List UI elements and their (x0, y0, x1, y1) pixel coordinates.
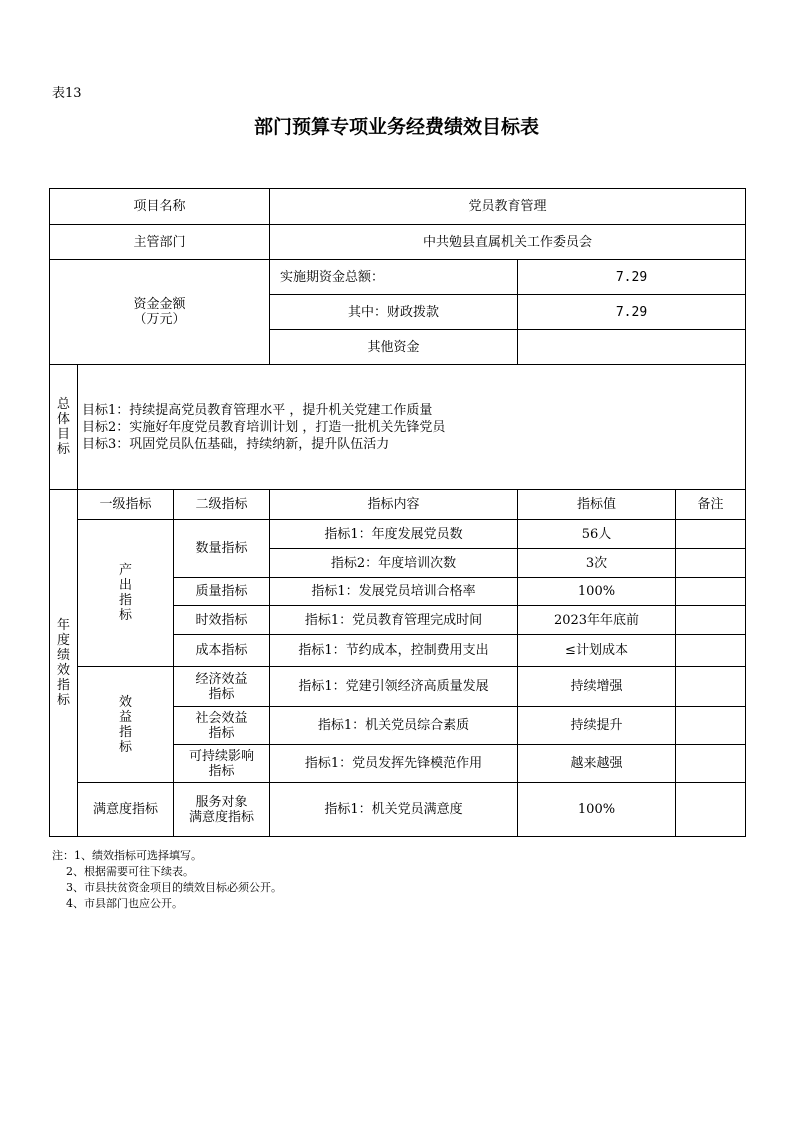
annual-label-char: 效 (56, 663, 70, 678)
header-value: 指标值 (518, 490, 676, 520)
economic-indicator-label (174, 667, 270, 707)
benefit-label-char: 益 (118, 709, 132, 725)
annual-label-char: 标 (56, 693, 70, 708)
indicator-remark (676, 578, 746, 606)
output-label-char: 指 (118, 593, 132, 608)
indicator-remark (676, 520, 746, 549)
timeliness-indicator-label: 时效指标 (174, 606, 270, 635)
indicator-value: 100% (518, 783, 676, 837)
indicator-content: 指标1：年度发展党员数 (270, 520, 518, 549)
project-name-row (50, 189, 746, 225)
indicator-content: 指标2：年度培训次数 (270, 549, 518, 578)
annual-header-row (50, 490, 746, 520)
overall-goal-label (50, 365, 78, 490)
funds-other-value (518, 330, 746, 365)
economic-label-line2: 指标 (208, 686, 235, 702)
indicator-remark (676, 783, 746, 837)
cost-indicator-label: 成本指标 (174, 635, 270, 667)
annual-label-char: 年 (56, 618, 70, 633)
indicator-remark (676, 707, 746, 745)
social-label-line1: 社会效益 (195, 710, 248, 726)
indicator-content: 指标1：党建引领经济高质量发展 (270, 667, 518, 707)
header-content: 指标内容 (270, 490, 518, 520)
funds-other-label: 其他资金 (270, 330, 518, 365)
funds-total-label: 实施期资金总额： (270, 260, 518, 295)
social-label-line2: 指标 (208, 725, 235, 741)
sustain-label-line2: 指标 (208, 763, 235, 779)
header-remark: 备注 (676, 490, 746, 520)
table-row (50, 667, 746, 707)
table-number-label: 表13 (52, 86, 82, 101)
footnote-line: 4、市县部门也应公开。 (52, 897, 183, 910)
sustain-label-line1: 可持续影响 (188, 748, 254, 764)
performance-target-table (49, 188, 746, 837)
overall-goal-label-char: 标 (56, 442, 70, 457)
funds-amount-label-line2: （万元） (133, 312, 186, 327)
service-satisfaction-label (174, 783, 270, 837)
annual-label-char: 指 (56, 678, 70, 693)
annual-label-char: 绩 (56, 648, 70, 663)
overall-goal-label-char: 目 (56, 427, 70, 442)
indicator-value: 100% (518, 578, 676, 606)
indicator-remark (676, 549, 746, 578)
header-level2: 二级指标 (174, 490, 270, 520)
satisfaction-indicator-label: 满意度指标 (78, 783, 174, 837)
indicator-remark (676, 606, 746, 635)
indicator-content: 指标1：发展党员培训合格率 (270, 578, 518, 606)
funds-total-value: 7.29 (518, 260, 746, 295)
footnotes (52, 848, 282, 912)
indicator-remark (676, 745, 746, 783)
indicator-content: 指标1：党员发挥先锋模范作用 (270, 745, 518, 783)
benefit-label-char: 指 (118, 724, 132, 740)
indicator-value: ≤计划成本 (518, 635, 676, 667)
indicator-value: 持续提升 (518, 707, 676, 745)
department-value: 中共勉县直属机关工作委员会 (270, 225, 746, 260)
overall-goal-row (50, 365, 746, 490)
output-label-char: 标 (118, 608, 132, 623)
indicator-value: 持续增强 (518, 667, 676, 707)
benefit-label-char: 标 (118, 739, 132, 755)
indicator-content: 指标1：节约成本，控制费用支出 (270, 635, 518, 667)
quality-indicator-label: 质量指标 (174, 578, 270, 606)
satisfaction-sub-line1: 服务对象 (195, 794, 248, 810)
footnote-line: 2、根据需要可往下续表。 (52, 865, 194, 878)
output-indicator-label (78, 520, 174, 667)
benefit-indicator-label (78, 667, 174, 783)
economic-label-line1: 经济效益 (195, 671, 248, 687)
overall-goal-label-char: 总 (56, 397, 70, 412)
indicator-content: 指标1：党员教育管理完成时间 (270, 606, 518, 635)
project-name-value: 党员教育管理 (270, 189, 746, 225)
indicator-content: 指标1：机关党员综合素质 (270, 707, 518, 745)
social-indicator-label (174, 707, 270, 745)
indicator-remark (676, 667, 746, 707)
annual-indicator-label (50, 490, 78, 837)
indicator-value: 56人 (518, 520, 676, 549)
satisfaction-sub-line2: 满意度指标 (188, 809, 254, 825)
overall-goal-content (78, 365, 746, 490)
indicator-value: 2023年年底前 (518, 606, 676, 635)
sustainability-indicator-label (174, 745, 270, 783)
page-title: 部门预算专项业务经费绩效目标表 (253, 116, 539, 138)
indicator-remark (676, 635, 746, 667)
table-row (50, 520, 746, 549)
header-level1: 一级指标 (78, 490, 174, 520)
output-label-char: 出 (118, 578, 132, 593)
table-row (50, 783, 746, 837)
funds-total-row (50, 260, 746, 295)
goal-line-1: 目标1：持续提高党员教育管理水平 ，提升机关党建工作质量 (82, 402, 433, 418)
overall-goal-label-char: 体 (56, 412, 70, 427)
indicator-value: 越来越强 (518, 745, 676, 783)
indicator-value: 3次 (518, 549, 676, 578)
benefit-label-char: 效 (118, 694, 132, 710)
goal-line-2: 目标2：实施好年度党员教育培训计划 ，打造一批机关先锋党员 (82, 419, 446, 435)
project-name-label: 项目名称 (50, 189, 270, 225)
funds-amount-label (50, 260, 270, 365)
goal-line-3: 目标3：巩固党员队伍基础，持续纳新，提升队伍活力 (82, 436, 390, 452)
footnote-line: 注：1、绩效指标可选择填写。 (52, 849, 202, 862)
quantity-indicator-label: 数量指标 (174, 520, 270, 578)
department-row (50, 225, 746, 260)
output-label-char: 产 (118, 563, 132, 578)
department-label: 主管部门 (50, 225, 270, 260)
footnote-line: 3、市县扶贫资金项目的绩效目标必须公开。 (52, 881, 282, 894)
funds-amount-label-line1: 资金金额 (133, 297, 186, 312)
indicator-content: 指标1：机关党员满意度 (270, 783, 518, 837)
annual-label-char: 度 (56, 633, 70, 648)
funds-fiscal-label: 其中：财政拨款 (270, 295, 518, 330)
funds-fiscal-value: 7.29 (518, 295, 746, 330)
